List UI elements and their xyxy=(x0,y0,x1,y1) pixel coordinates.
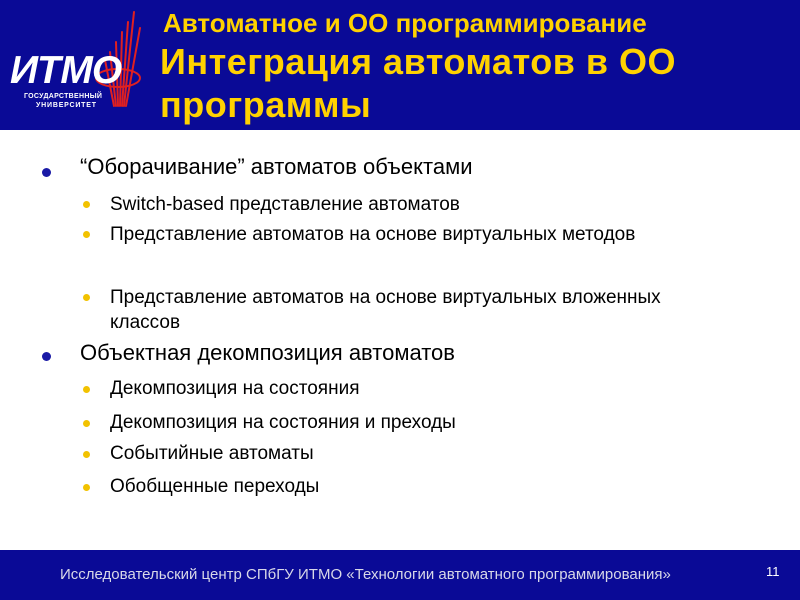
bullet-icon xyxy=(83,484,90,491)
footer-bar xyxy=(0,550,800,600)
bullet-icon xyxy=(83,420,90,427)
bullet-icon xyxy=(83,451,90,458)
list-subitem: Switch-based представление автоматов xyxy=(110,194,460,215)
list-subitem: Декомпозиция на состояния и преходы xyxy=(110,412,456,433)
list-subitem: Событийные автоматы xyxy=(110,443,314,464)
list-subitem: Представление автоматов на основе виртуальных методов xyxy=(110,224,636,245)
itmo-logo xyxy=(6,8,156,126)
footer-text: Исследовательский центр СПбГУ ИТМО «Технологии автоматного программирования» xyxy=(60,566,671,583)
bullet-icon xyxy=(83,231,90,238)
bullet-icon xyxy=(42,168,51,177)
header-bar xyxy=(0,0,800,130)
slide-supertitle: Автоматное и ОО программирование xyxy=(163,8,647,38)
logo-text: ИТМО xyxy=(10,49,122,92)
list-item: Объектная декомпозиция автоматов xyxy=(80,340,455,365)
list-subitem: Декомпозиция на состояния xyxy=(110,378,360,399)
logo-subtitle-line2: УНИВЕРСИТЕТ xyxy=(36,102,97,109)
bullet-icon xyxy=(83,294,90,301)
slide-title: Интеграция автоматов в ОО программы xyxy=(160,41,676,125)
logo-subtitle-line1: ГОСУДАРСТВЕННЫЙ xyxy=(24,93,103,100)
list-subitem: Обобщенные переходы xyxy=(110,476,320,497)
list-item: “Оборачивание” автоматов объектами xyxy=(80,154,473,179)
bullet-icon xyxy=(83,201,90,208)
page-number: 11 xyxy=(766,564,780,579)
bullet-icon xyxy=(42,352,51,361)
list-subitem: Представление автоматов на основе виртуальных вложенных классов xyxy=(110,287,661,333)
bullet-icon xyxy=(83,386,90,393)
